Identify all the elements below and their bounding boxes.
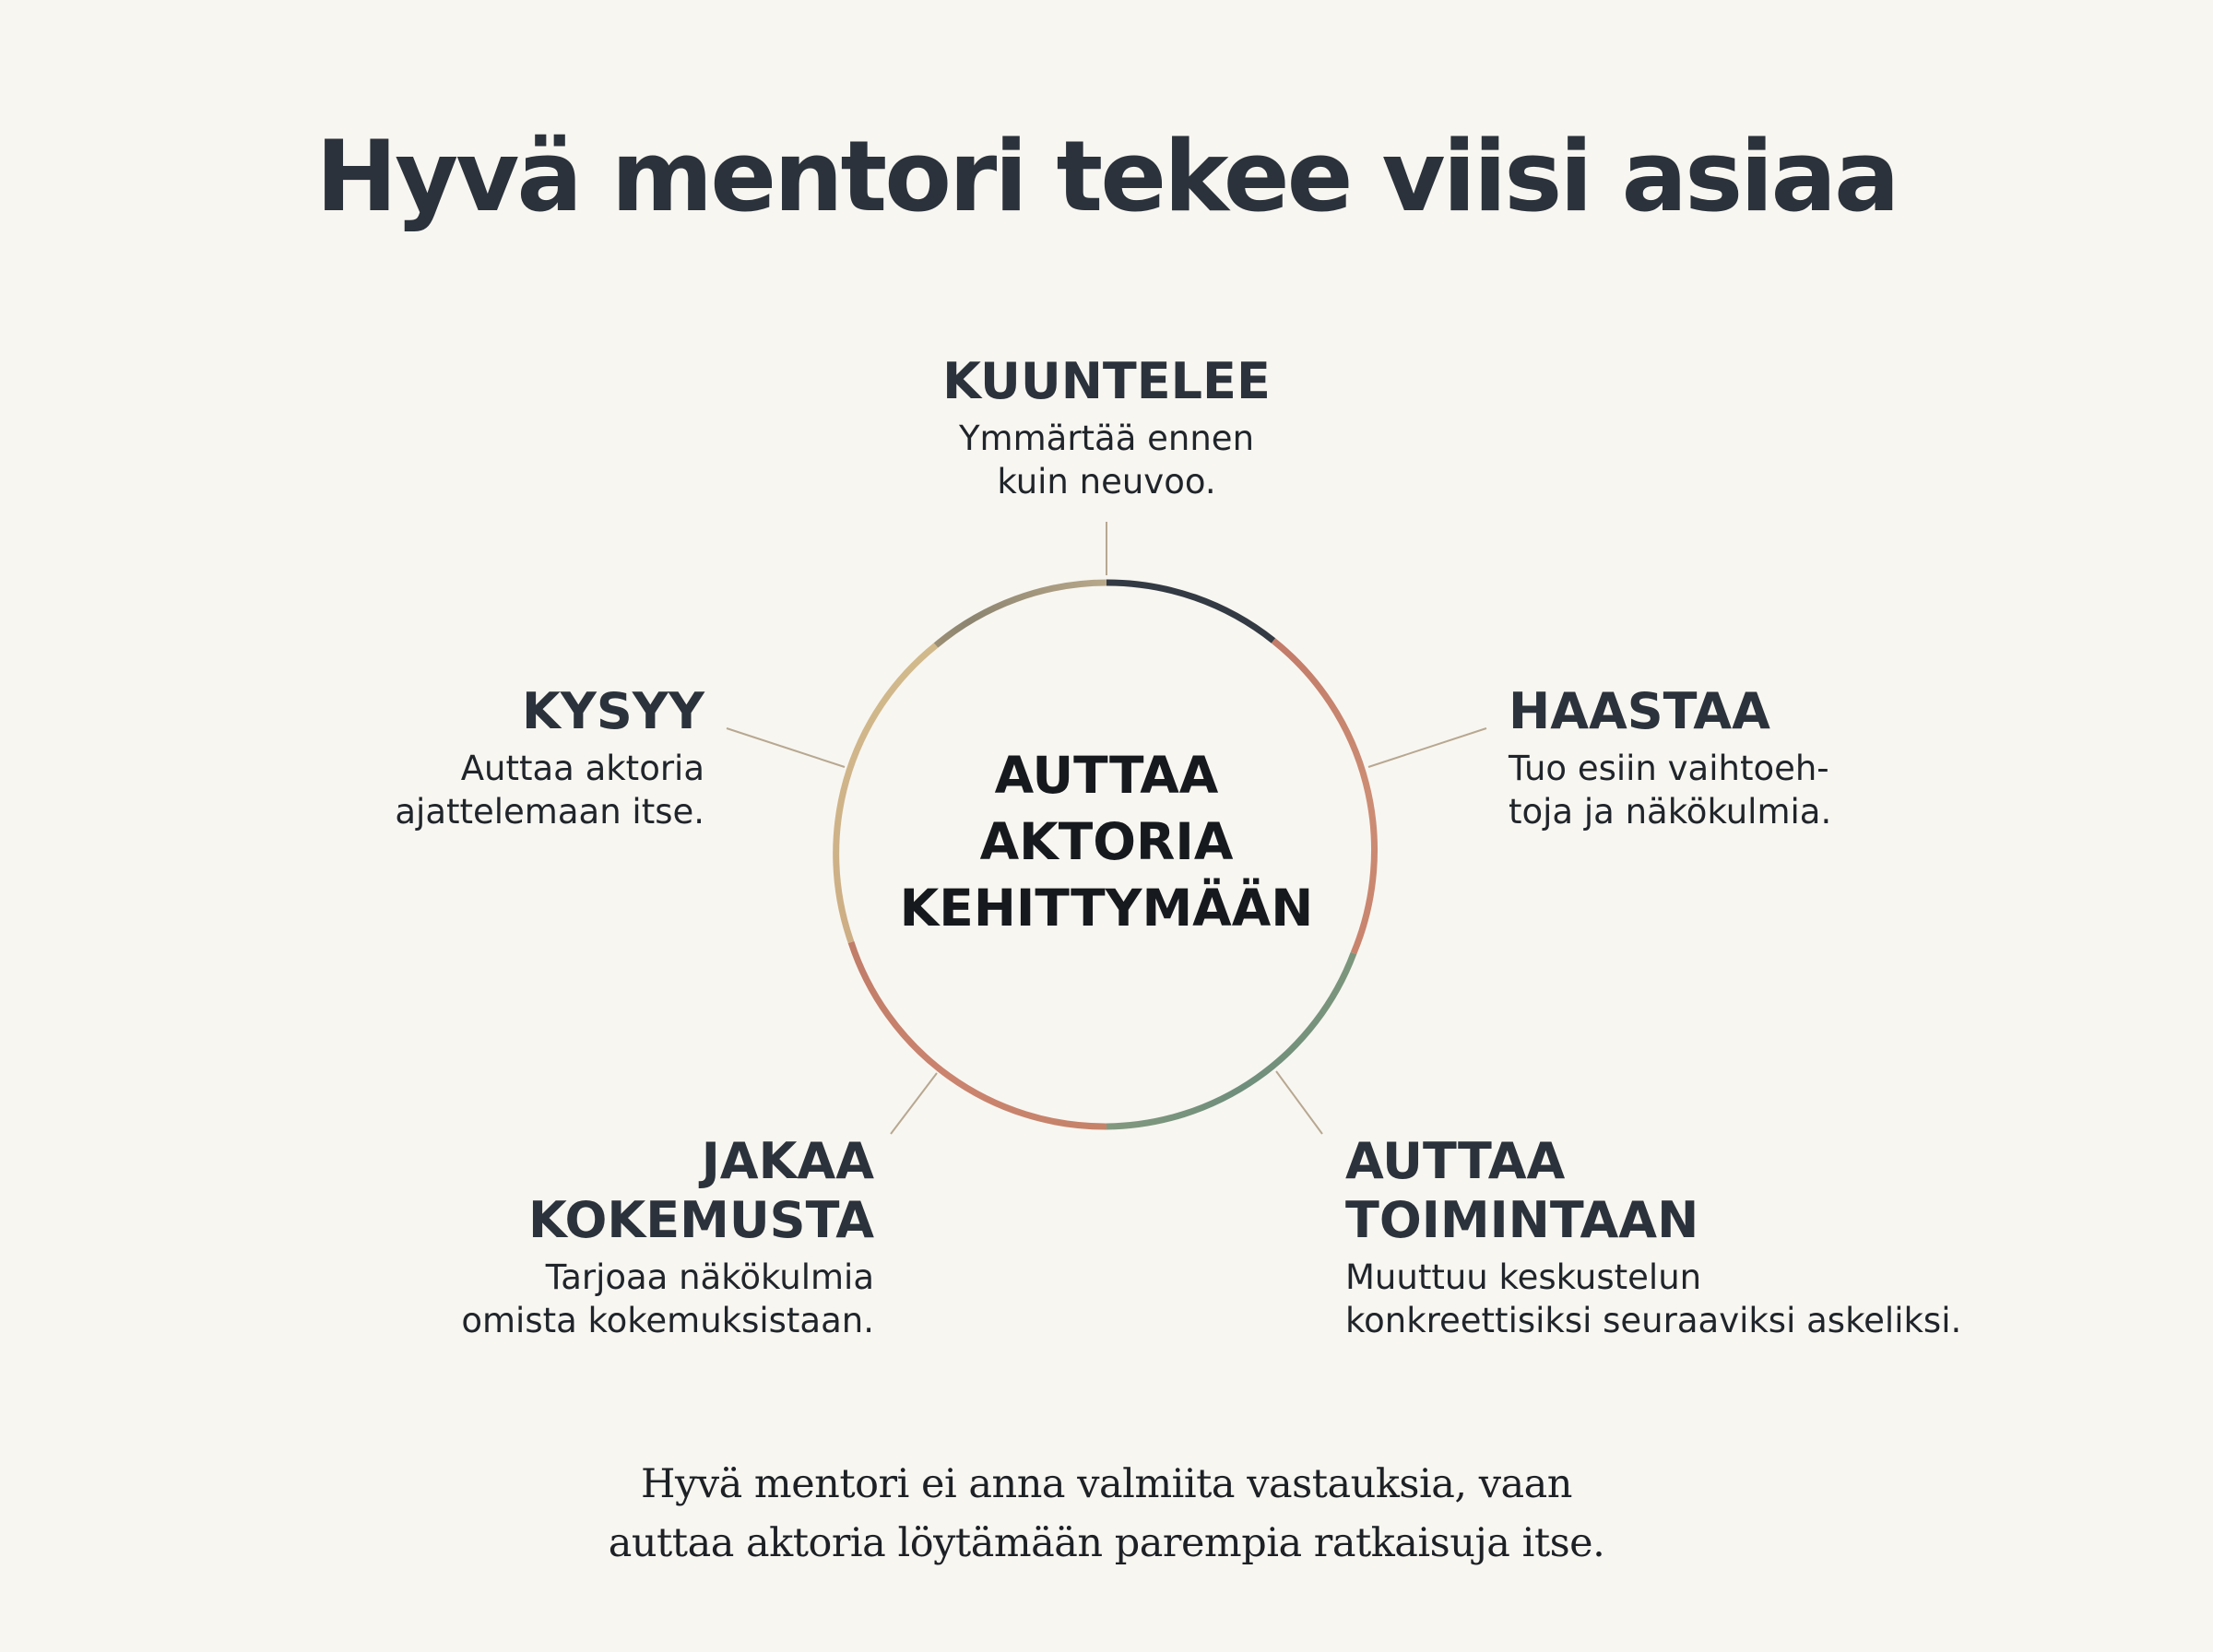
node-description: [221, 1256, 874, 1342]
node-description: [1509, 747, 2025, 833]
ring-segment-transition: [936, 583, 1106, 645]
node-description-line: konkreettisiksi seuraaviksi askeliksi.: [1345, 1301, 1962, 1340]
node-haastaa: [1509, 682, 2025, 833]
center-label-line: AUTTAA: [994, 746, 1219, 805]
node-description-line: ajattelemaan itse.: [395, 792, 704, 832]
node-description-line: kuin neuvoo.: [997, 462, 1216, 502]
node-title-line: KUUNTELEE: [942, 352, 1271, 410]
connector-jakaa: [891, 1073, 937, 1134]
footer-quote: [0, 1455, 2213, 1573]
node-kuuntelee: [830, 352, 1383, 503]
connector-toimintaan: [1276, 1071, 1322, 1134]
center-label-line: KEHITTYMÄÄN: [899, 879, 1314, 938]
node-title-line: JAKAA: [701, 1132, 874, 1190]
node-description-line: Ymmärtää ennen: [958, 419, 1255, 458]
page-title: Hyvä mentori tekee viisi asiaa: [315, 120, 1898, 233]
node-title-line: KYSYY: [521, 682, 704, 740]
node-description-line: Auttaa aktoria: [460, 749, 704, 788]
connector-kysyy: [727, 728, 845, 767]
node-kysyy: [184, 682, 704, 833]
ring-segment-kuuntelee: [1106, 583, 1273, 641]
node-title: [830, 352, 1383, 411]
footer-quote-line: Hyvä mentori ei anna valmiita vastauksia, vaan: [641, 1461, 1572, 1507]
node-title-line: KOKEMUSTA: [528, 1191, 874, 1249]
center-label-line: AKTORIA: [979, 812, 1234, 871]
node-description: [184, 747, 704, 833]
node-title-line: HAASTAA: [1509, 682, 1770, 740]
footer-quote-line: auttaa aktoria löytämään parempia ratkaisuja itse.: [608, 1520, 1605, 1566]
node-jakaa-kokemusta: [221, 1132, 874, 1342]
node-description-line: Muuttuu keskustelun: [1345, 1257, 1702, 1297]
node-description-line: Tarjoaa näkökulmia: [545, 1257, 874, 1297]
center-label: [848, 742, 1365, 941]
node-title: [1345, 1132, 2046, 1250]
node-auttaa-toimintaan: [1345, 1132, 2046, 1342]
node-title-line: AUTTAA: [1345, 1132, 1566, 1190]
node-description: [830, 417, 1383, 503]
node-title: [1509, 682, 2025, 741]
ring-segment-toimintaan: [1106, 953, 1354, 1127]
connector-haastaa: [1368, 728, 1486, 767]
node-description-line: Tuo esiin vaihtoeh-: [1509, 749, 1829, 788]
node-title: [221, 1132, 874, 1250]
node-description-line: omista kokemuksistaan.: [461, 1301, 874, 1340]
node-description-line: toja ja näkökulmia.: [1509, 792, 1832, 832]
ring-segment-jakaa: [851, 942, 1106, 1127]
node-description: [1345, 1256, 2046, 1342]
node-title-line: TOIMINTAAN: [1345, 1191, 1699, 1249]
node-title: [184, 682, 704, 741]
